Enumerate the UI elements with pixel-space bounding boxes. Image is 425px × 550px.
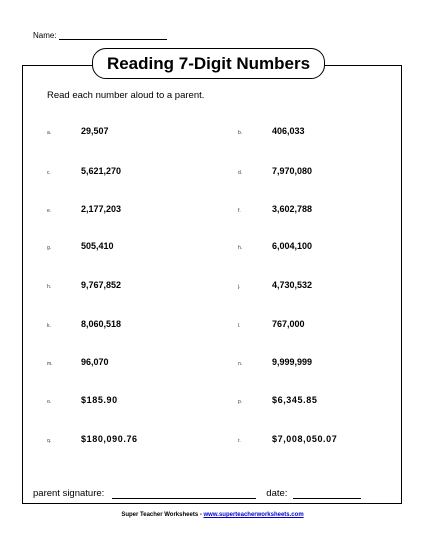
signature-label: parent signature: xyxy=(33,488,105,499)
problem-number: $185.90 xyxy=(81,395,118,405)
problem-d xyxy=(238,166,312,176)
problem-number: 406,033 xyxy=(272,126,305,136)
problem-letter: c. xyxy=(47,170,51,176)
problem-i xyxy=(47,280,121,290)
problem-letter: f. xyxy=(238,208,241,214)
problem-number: 29,507 xyxy=(81,126,109,136)
problem-number: $7,008,050.07 xyxy=(272,434,338,444)
problem-b xyxy=(238,126,305,136)
problem-p xyxy=(238,395,317,405)
problem-a xyxy=(47,126,109,136)
problem-o xyxy=(47,395,118,405)
problem-k xyxy=(47,319,121,329)
signature-row xyxy=(33,488,361,499)
problem-r xyxy=(238,434,337,444)
problem-number: 7,970,080 xyxy=(272,166,313,176)
problem-letter: k. xyxy=(47,323,51,329)
problem-f xyxy=(238,204,312,214)
problem-number: 767,000 xyxy=(272,319,305,329)
worksheet-title xyxy=(92,48,325,79)
problem-number: 9,767,852 xyxy=(81,280,122,290)
problem-letter: m. xyxy=(47,361,53,367)
problem-letter: p. xyxy=(238,399,243,405)
instructions: Read each number aloud to a parent. xyxy=(47,90,205,101)
problem-c xyxy=(47,166,121,176)
title-text: Reading 7-Digit Numbers xyxy=(106,53,311,73)
problem-number: 8,060,518 xyxy=(81,319,122,329)
credit-text: Super Teacher Worksheets xyxy=(121,512,199,518)
problem-j xyxy=(238,280,312,290)
problem-h xyxy=(238,241,312,251)
problem-g xyxy=(47,241,114,251)
problem-number: 5,621,270 xyxy=(81,166,122,176)
problem-number: 6,004,100 xyxy=(272,241,313,251)
problem-number: 4,730,532 xyxy=(272,280,313,290)
problem-number: $180,090.76 xyxy=(81,434,138,444)
problem-number: $6,345.85 xyxy=(272,395,318,405)
name-field[interactable] xyxy=(59,30,167,40)
problem-letter: e. xyxy=(47,208,52,214)
signature-field[interactable] xyxy=(112,488,256,499)
problem-number: 3,602,788 xyxy=(272,204,313,214)
problem-l xyxy=(238,319,305,329)
problem-n xyxy=(238,357,312,367)
problem-letter: d. xyxy=(238,170,243,176)
credit-link[interactable]: www.superteacherworksheets.com xyxy=(203,512,304,518)
date-field[interactable] xyxy=(293,488,361,499)
problem-letter: h. xyxy=(238,245,243,251)
credit-separator: - xyxy=(198,512,204,518)
problem-letter: n. xyxy=(238,361,243,367)
problem-letter: r. xyxy=(238,438,241,444)
problem-number: 9,999,999 xyxy=(272,357,313,367)
problem-letter: l. xyxy=(238,323,241,329)
problem-letter: h. xyxy=(47,284,52,290)
problem-number: 505,410 xyxy=(81,241,114,251)
problem-letter: b. xyxy=(238,130,243,136)
problem-number: 96,070 xyxy=(81,357,109,367)
problem-number: 2,177,203 xyxy=(81,204,122,214)
problem-letter: q. xyxy=(47,438,52,444)
date-label: date: xyxy=(266,488,288,499)
problem-letter: o. xyxy=(47,399,52,405)
problem-e xyxy=(47,204,121,214)
problem-letter: a. xyxy=(47,130,52,136)
problem-letter: j. xyxy=(238,284,241,290)
footer-credit xyxy=(0,512,425,518)
name-row xyxy=(33,30,167,40)
problem-m xyxy=(47,357,109,367)
problem-q xyxy=(47,434,138,444)
name-label: Name: xyxy=(33,31,57,40)
problem-letter: g. xyxy=(47,245,52,251)
